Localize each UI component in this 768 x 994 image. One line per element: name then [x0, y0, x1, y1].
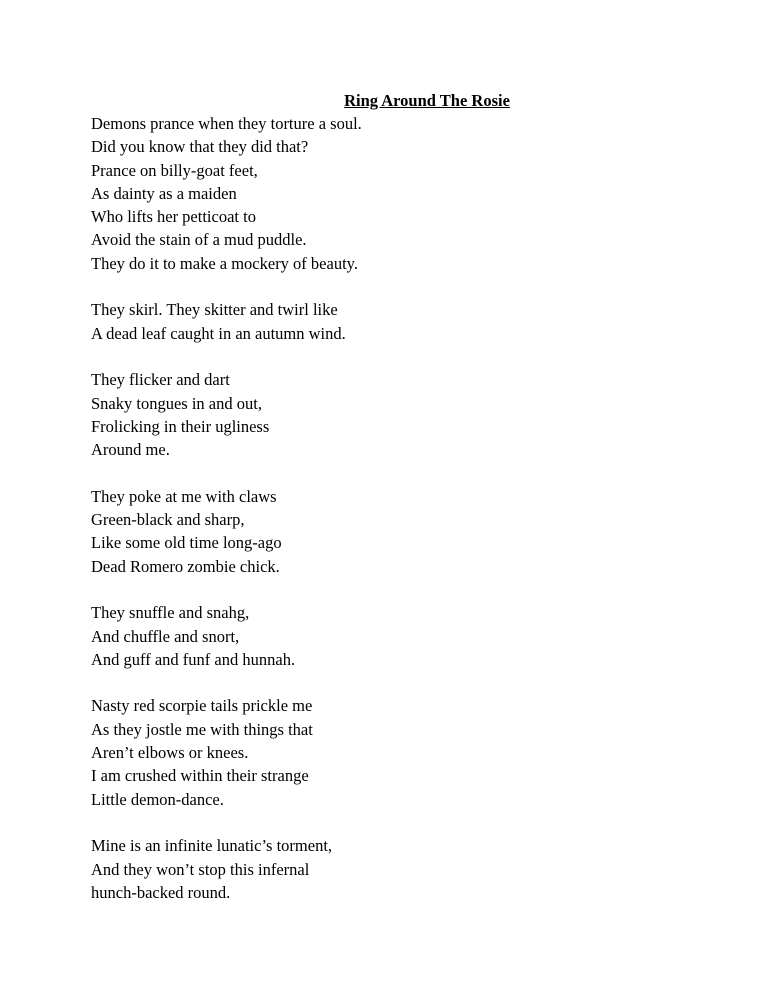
- poem-line: Mine is an infinite lunatic’s torment,: [91, 836, 333, 856]
- stanza-1: [91, 112, 691, 275]
- poem-line: Snaky tongues in and out,: [91, 393, 262, 413]
- poem-line: Who lifts her petticoat to: [91, 207, 256, 227]
- poem-line: Nasty red scorpie tails prickle me: [91, 696, 313, 716]
- poem-line: Like some old time long-ago: [91, 533, 282, 553]
- poem-title: Ring Around The Rosie: [344, 91, 510, 110]
- poem-line: They poke at me with claws: [91, 486, 277, 506]
- poem-line: I am crushed within their strange: [91, 766, 309, 786]
- poem-line: Green-black and sharp,: [91, 510, 245, 530]
- poem-body: [91, 112, 691, 904]
- poem-line: A dead leaf caught in an autumn wind.: [91, 323, 346, 343]
- stanza-3: [91, 368, 691, 461]
- poem-line: Frolicking in their ugliness: [91, 416, 270, 436]
- poem-line: Prance on billy-goat feet,: [91, 160, 258, 180]
- poem-line: They do it to make a mockery of beauty.: [91, 253, 358, 273]
- poem-line: As they jostle me with things that: [91, 719, 313, 739]
- poem-line: hunch-backed round.: [91, 882, 231, 902]
- poem-line: Around me.: [91, 440, 170, 460]
- poem-line: Dead Romero zombie chick.: [91, 556, 280, 576]
- stanza-5: [91, 601, 691, 671]
- stanza-7: [91, 834, 691, 904]
- poem-line: And chuffle and snort,: [91, 626, 240, 646]
- poem-line: Did you know that they did that?: [91, 137, 309, 157]
- poem-line: They snuffle and snahg,: [91, 603, 250, 623]
- poem-line: They flicker and dart: [91, 370, 230, 390]
- poem-line: As dainty as a maiden: [91, 183, 237, 203]
- stanza-2: [91, 298, 691, 345]
- stanza-4: [91, 485, 691, 578]
- poem-line: Avoid the stain of a mud puddle.: [91, 230, 307, 250]
- stanza-6: [91, 694, 691, 810]
- poem-line: Aren’t elbows or knees.: [91, 743, 249, 763]
- poem-line: Demons prance when they torture a soul.: [91, 114, 362, 133]
- poem-line: They skirl. They skitter and twirl like: [91, 300, 338, 320]
- poem-line: And guff and funf and hunnah.: [91, 649, 296, 669]
- poem-line: Little demon-dance.: [91, 789, 224, 809]
- poem-line: And they won’t stop this infernal: [91, 859, 310, 879]
